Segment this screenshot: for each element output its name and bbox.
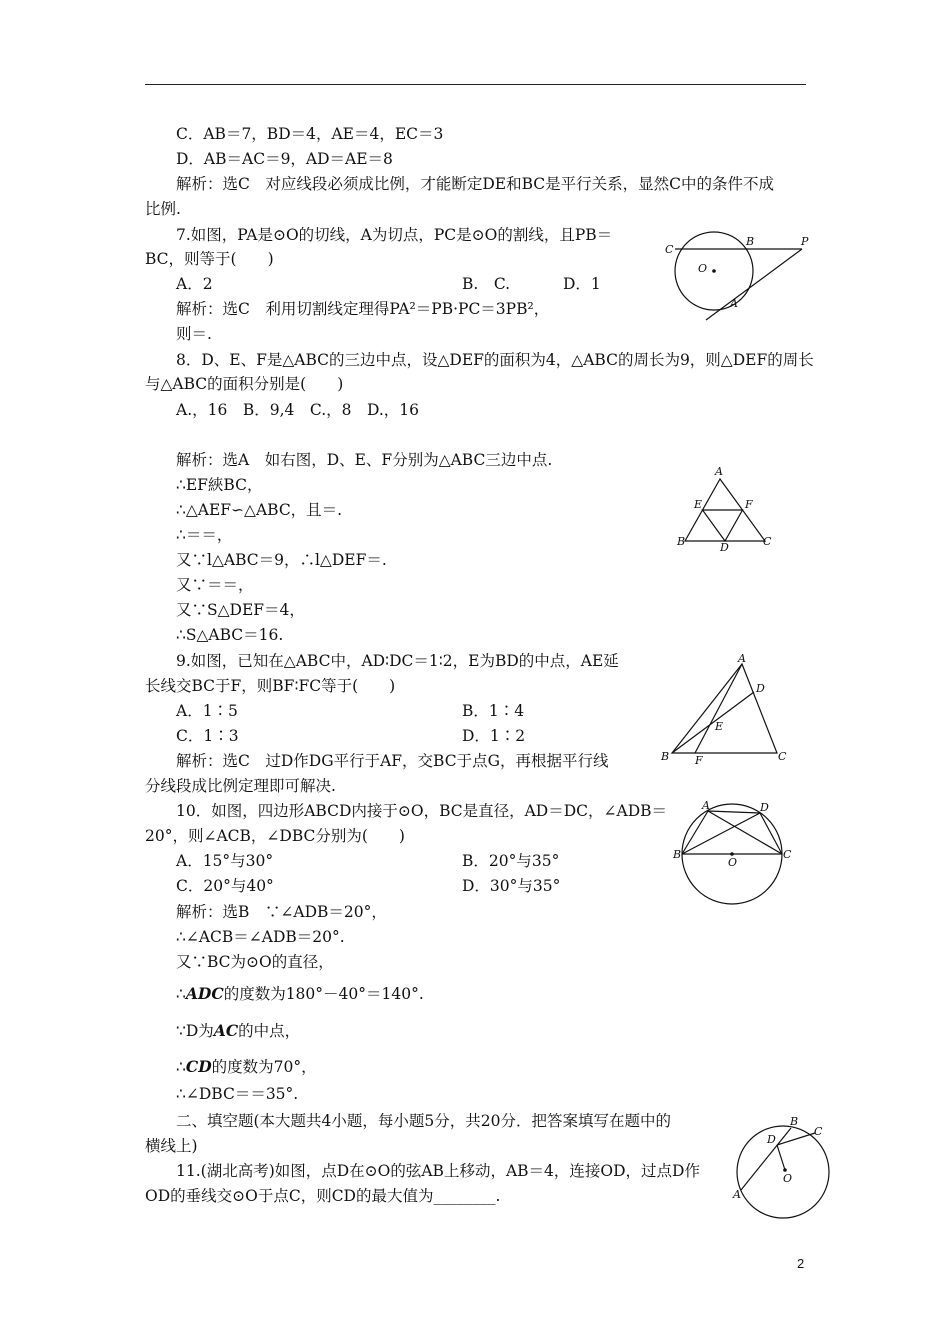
option-a-q10: A．15°与30° (176, 852, 274, 870)
page-number: 2 (797, 1256, 805, 1271)
tangent-pa (706, 249, 802, 320)
option-c-q6: C．AB＝7，BD＝4，AE＝4，EC＝3 (176, 125, 444, 143)
solution-q10-line6 (176, 1057, 317, 1077)
triangle-abc (672, 664, 777, 753)
option-d-q6: D．AB＝AC＝9，AD＝AE＝8 (176, 150, 393, 168)
therefore-symbol-2: ∴ (176, 1058, 186, 1076)
label-d: D (767, 1133, 776, 1146)
solution-q9-cont: 分线段成比例定理即可解决. (145, 777, 336, 795)
solution-q7: 解析：选C 利用切割线定理得PA²＝PB·PC＝3PB²， (176, 300, 550, 318)
option-bc-q7: B. C. (462, 275, 511, 293)
label-c: C (778, 750, 787, 763)
solution-q10-line3: 又∵BC为⊙O的直径， (176, 953, 334, 971)
solution-q7-cont: 则＝. (176, 325, 212, 343)
arc-cd: CD (185, 1057, 212, 1076)
label-e: E (715, 720, 724, 733)
question-8: 8．D、E、F是△ABC的三边中点，设△DEF的面积为4，△ABC的周长为9，则△DEF的周长 (176, 351, 814, 369)
label-a: A (715, 465, 723, 478)
label-o: O (728, 856, 738, 869)
because-d-text: ∵D为 (176, 1022, 214, 1040)
segment-od (777, 1145, 785, 1170)
label-b: B (746, 235, 755, 248)
option-b-q10: B．20°与35° (462, 852, 560, 870)
solution-q10-line7: ∴∠DBC＝＝35°. (176, 1085, 299, 1103)
option-a-q9: A．1∶5 (176, 702, 238, 720)
solution-q10-line4 (176, 984, 424, 1004)
arc-ac: AC (213, 1021, 239, 1040)
label-a: A (738, 652, 746, 665)
center-o (712, 269, 716, 273)
question-7: 7.如图，PA是⊙O的切线，A为切点，PC是⊙O的割线，且PB＝ (176, 226, 613, 244)
question-11: 11.(湖北高考)如图，点D在⊙O的弦AB上移动，AB＝4，连接OD，过点D作 (176, 1162, 700, 1180)
figure-q7 (660, 228, 810, 328)
label-a: A (733, 1188, 741, 1201)
solution-q6: 解析：选C 对应线段必须成比例，才能断定DE和BC是平行关系，显然C中的条件不成 (176, 175, 775, 193)
option-b-q9: B．1∶4 (462, 702, 525, 720)
triangle-def (703, 510, 743, 541)
figure-q9 (657, 650, 792, 768)
section-two-heading-cont: 横线上) (145, 1137, 198, 1155)
label-a: A (702, 799, 710, 812)
arc-cd-degree-text: 的度数为70°， (211, 1058, 317, 1076)
chord-ad (708, 811, 760, 813)
label-b: B (677, 535, 686, 548)
solution-q8: 解析：选A 如右图，D、E、F分别为△ABC三边中点. (176, 451, 553, 469)
figure-q10 (672, 798, 797, 910)
option-d-q7: D．1 (563, 275, 601, 293)
label-b: B (673, 848, 682, 861)
label-d: D (720, 541, 729, 554)
solution-q8-line7: 又∵S△DEF＝4， (176, 601, 305, 619)
solution-q9: 解析：选C 过D作DG平行于AF，交BC于点G，再根据平行线 (176, 752, 609, 770)
option-a-q7: A．2 (176, 275, 213, 293)
label-b: B (790, 1115, 799, 1128)
option-d-q10: D．30°与35° (462, 877, 561, 895)
option-c-q9: C．1∶3 (176, 727, 239, 745)
solution-q8-line3: ∴△AEF∽△ABC，且＝. (176, 501, 343, 519)
label-e: E (694, 498, 703, 511)
label-d: D (756, 682, 765, 695)
question-11-cont: OD的垂线交⊙O于点C，则CD的最大值为________. (145, 1187, 501, 1205)
section-two-heading: 二、填空题(本大题共4小题，每小题5分，共20分．把答案填写在题中的 (176, 1112, 671, 1130)
arc-adc: ADC (185, 984, 224, 1003)
header-rule (145, 84, 806, 85)
therefore-symbol: ∴ (176, 985, 186, 1003)
solution-q8-line6: 又∵＝＝， (176, 576, 254, 594)
label-c: C (814, 1125, 823, 1138)
segment-af (695, 664, 742, 753)
label-c: C (665, 243, 674, 256)
solution-q6-cont: 比例. (145, 200, 181, 218)
options-q8: A.，16 B．9,4 C.，8 D.，16 (176, 401, 420, 419)
solution-q10-line5 (176, 1021, 300, 1041)
option-c-q10: C．20°与40° (176, 877, 274, 895)
label-a: A (730, 297, 738, 310)
label-p: P (801, 235, 809, 248)
label-o: O (698, 262, 708, 275)
solution-q10-line2: ∴∠ACB＝∠ADB＝20°. (176, 928, 345, 946)
label-o: O (783, 1172, 793, 1185)
question-10: 10．如图，四边形ABCD内接于⊙O，BC是直径，AD＝DC，∠ADB＝ (176, 802, 668, 820)
label-d: D (760, 801, 769, 814)
label-b: B (661, 750, 670, 763)
label-c: C (783, 848, 792, 861)
midpoint-text: 的中点， (238, 1022, 301, 1040)
solution-q8-line8: ∴S△ABC＝16. (176, 626, 284, 644)
figure-q8 (675, 465, 775, 555)
arc-adc-degree-text: 的度数为180°－40°＝140°. (223, 985, 424, 1003)
question-8-cont: 与△ABC的面积分别是( ) (145, 375, 344, 393)
solution-q8-line5: 又∵l△ABC＝9，∴l△DEF＝. (176, 551, 387, 569)
figure-q11 (727, 1112, 837, 1224)
label-f: F (745, 498, 753, 511)
label-c: C (763, 535, 772, 548)
question-7-cont: BC，则等于( ) (145, 250, 274, 268)
question-9: 9.如图，已知在△ABC中，AD∶DC＝1∶2，E为BD的中点，AE延 (176, 652, 619, 670)
option-d-q9: D．1∶2 (462, 727, 526, 745)
solution-q10: 解析：选B ∵∠ADB＝20°， (176, 903, 387, 921)
solution-q8-line2: ∴EF綊BC， (176, 476, 263, 494)
label-f: F (695, 754, 703, 767)
question-10-cont: 20°，则∠ACB，∠DBC分别为( ) (145, 827, 405, 845)
question-9-cont: 长线交BC于F，则BF∶FC等于( ) (145, 677, 396, 695)
solution-q8-line4: ∴＝＝， (176, 526, 233, 544)
